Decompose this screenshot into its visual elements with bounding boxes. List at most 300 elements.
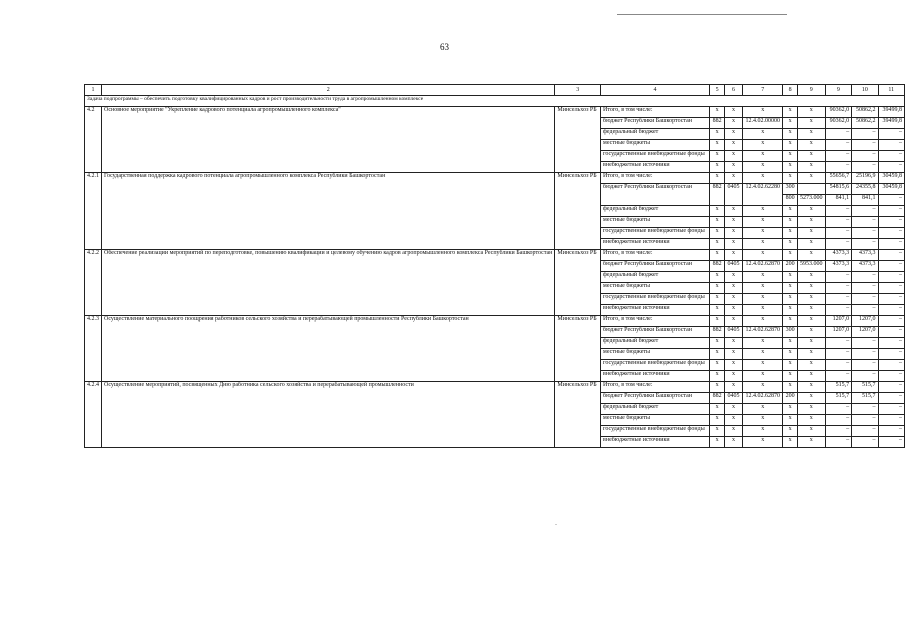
funding-source: Итого, в том числе:: [601, 173, 710, 184]
grbs-code: x: [710, 360, 725, 371]
funding-source: внебюджетные источники: [601, 239, 710, 250]
grbs-code: x: [710, 151, 725, 162]
amount-year-2: –: [878, 327, 904, 338]
total-amount: –: [825, 217, 851, 228]
total-amount: –: [825, 239, 851, 250]
header-cell: 10: [852, 85, 878, 96]
total-amount: –: [825, 437, 851, 448]
section-code: x: [725, 283, 743, 294]
amount-year-1: –: [852, 404, 878, 415]
amount-year-2: –: [878, 239, 904, 250]
amount-year-2: –: [878, 349, 904, 360]
item-name: Осуществление мероприятий, посвященных Дню работника сельского хозяйства и перерабатывающей промышленности: [102, 382, 555, 448]
kosgu-code: x: [797, 140, 825, 151]
amount-year-1: 24355,8: [852, 184, 878, 195]
funding-source: федеральный бюджет: [601, 404, 710, 415]
section-code: x: [725, 140, 743, 151]
amount-year-2: –: [878, 426, 904, 437]
section-code: x: [725, 250, 743, 261]
grbs-code: x: [710, 415, 725, 426]
total-amount: –: [825, 162, 851, 173]
section-code: x: [725, 360, 743, 371]
section-code: x: [725, 338, 743, 349]
funding-source: федеральный бюджет: [601, 129, 710, 140]
target-article: x: [742, 437, 782, 448]
task-text: Задача подпрограммы – обеспечить подготовку квалифицированных кадров и рост производительности труда в агропромышленном комплексе: [85, 96, 905, 107]
funding-source: Итого, в том числе:: [601, 250, 710, 261]
budget-table: [84, 84, 905, 448]
item-executor: Минсельхоз РБ: [555, 250, 601, 316]
amount-year-1: –: [852, 217, 878, 228]
header-cell: 1: [85, 85, 102, 96]
total-amount: –: [825, 228, 851, 239]
amount-year-1: –: [852, 338, 878, 349]
section-code: x: [725, 151, 743, 162]
expense-type: x: [783, 107, 797, 118]
kosgu-code: x: [797, 371, 825, 382]
kosgu-code: x: [797, 426, 825, 437]
section-code: 0405: [725, 261, 743, 272]
expense-type: x: [783, 283, 797, 294]
amount-year-1: –: [852, 415, 878, 426]
header-cell: 8: [783, 85, 797, 96]
amount-year-2: –: [878, 162, 904, 173]
amount-year-1: –: [852, 360, 878, 371]
kosgu-code: x: [797, 360, 825, 371]
total-amount: –: [825, 338, 851, 349]
amount-year-2: –: [878, 415, 904, 426]
amount-year-2: –: [878, 294, 904, 305]
kosgu-code: x: [797, 316, 825, 327]
funding-source: бюджет Республики Башкортостан: [601, 393, 710, 404]
total-amount: 4373,3: [825, 261, 851, 272]
amount-year-2: –: [878, 195, 904, 206]
amount-year-2: –: [878, 382, 904, 393]
amount-year-1: –: [852, 349, 878, 360]
grbs-code: x: [710, 250, 725, 261]
header-row: [85, 85, 905, 96]
expense-type: 300: [783, 327, 797, 338]
total-amount: 515,7: [825, 393, 851, 404]
funding-source: Итого, в том числе:: [601, 382, 710, 393]
target-article: x: [742, 404, 782, 415]
kosgu-code: x: [797, 437, 825, 448]
amount-year-1: –: [852, 426, 878, 437]
grbs-code: x: [710, 228, 725, 239]
header-cell: 2: [102, 85, 555, 96]
amount-year-1: 1207,0: [852, 316, 878, 327]
amount-year-2: 30459,8: [878, 173, 904, 184]
amount-year-1: –: [852, 162, 878, 173]
grbs-code: 882: [710, 327, 725, 338]
kosgu-code: x: [797, 393, 825, 404]
total-amount: –: [825, 272, 851, 283]
kosgu-code: x: [797, 239, 825, 250]
total-amount: –: [825, 404, 851, 415]
grbs-code: x: [710, 294, 725, 305]
header-cell: 9: [797, 85, 825, 96]
amount-year-2: –: [878, 151, 904, 162]
table-row: [85, 107, 905, 118]
grbs-code: x: [710, 305, 725, 316]
total-amount: –: [825, 151, 851, 162]
kosgu-code: 5953.000: [797, 261, 825, 272]
kosgu-code: x: [797, 173, 825, 184]
amount-year-2: –: [878, 404, 904, 415]
grbs-code: x: [710, 272, 725, 283]
kosgu-code: x: [797, 294, 825, 305]
kosgu-code: x: [797, 206, 825, 217]
expense-type: x: [783, 360, 797, 371]
target-article: x: [742, 349, 782, 360]
kosgu-code: x: [797, 338, 825, 349]
amount-year-1: –: [852, 228, 878, 239]
section-code: x: [725, 349, 743, 360]
grbs-code: x: [710, 426, 725, 437]
target-article: x: [742, 173, 782, 184]
table-row: [85, 250, 905, 261]
kosgu-code: x: [797, 382, 825, 393]
total-amount: 1207,0: [825, 316, 851, 327]
total-amount: –: [825, 206, 851, 217]
total-amount: 1207,0: [825, 327, 851, 338]
section-code: x: [725, 426, 743, 437]
section-code: x: [725, 217, 743, 228]
funding-source: Итого, в том числе:: [601, 316, 710, 327]
expense-type: x: [783, 382, 797, 393]
item-name: Обеспечение реализации мероприятий по переподготовке, повышению квалификации и целевому обучению кадров агропромышленного комплекса Республики Башкортостан: [102, 250, 555, 316]
section-code: x: [725, 404, 743, 415]
section-code: x: [725, 415, 743, 426]
grbs-code: x: [710, 404, 725, 415]
total-amount: 54815,6: [825, 184, 851, 195]
total-amount: 4373,3: [825, 250, 851, 261]
section-code: x: [725, 437, 743, 448]
target-article: 12.4.02.62870: [742, 327, 782, 338]
target-article: x: [742, 426, 782, 437]
kosgu-code: x: [797, 404, 825, 415]
amount-year-1: –: [852, 371, 878, 382]
funding-source: внебюджетные источники: [601, 305, 710, 316]
kosgu-code: x: [797, 162, 825, 173]
amount-year-1: –: [852, 283, 878, 294]
section-code: x: [725, 272, 743, 283]
grbs-code: x: [710, 382, 725, 393]
expense-type: x: [783, 349, 797, 360]
expense-type: x: [783, 162, 797, 173]
header-cell: 6: [725, 85, 743, 96]
grbs-code: x: [710, 107, 725, 118]
expense-type: x: [783, 250, 797, 261]
target-article: x: [742, 228, 782, 239]
item-number: 4.2.3: [85, 316, 102, 382]
expense-type: x: [783, 151, 797, 162]
kosgu-code: x: [797, 349, 825, 360]
target-article: x: [742, 107, 782, 118]
kosgu-code: x: [797, 283, 825, 294]
funding-source: государственные внебюджетные фонды: [601, 294, 710, 305]
table-row: [85, 173, 905, 184]
section-code: x: [725, 162, 743, 173]
header-cell: 7: [742, 85, 782, 96]
section-code: x: [725, 316, 743, 327]
total-amount: –: [825, 371, 851, 382]
section-code: x: [725, 382, 743, 393]
target-article: x: [742, 360, 782, 371]
amount-year-1: –: [852, 305, 878, 316]
expense-type: 200: [783, 261, 797, 272]
kosgu-code: x: [797, 250, 825, 261]
expense-type: x: [783, 228, 797, 239]
target-article: x: [742, 239, 782, 250]
kosgu-code: x: [797, 327, 825, 338]
target-article: 12.4.02.62280: [742, 184, 782, 206]
item-executor: Минсельхоз РБ: [555, 316, 601, 382]
expense-type: x: [783, 140, 797, 151]
expense-type: x: [783, 316, 797, 327]
header-cell: 11: [878, 85, 904, 96]
target-article: 12.4.02.00000: [742, 118, 782, 129]
amount-year-1: 515,7: [852, 382, 878, 393]
total-amount: –: [825, 283, 851, 294]
section-code: 0405: [725, 327, 743, 338]
amount-year-2: –: [878, 217, 904, 228]
kosgu-code: x: [797, 151, 825, 162]
amount-year-1: 4373,3: [852, 250, 878, 261]
amount-year-1: –: [852, 140, 878, 151]
total-amount: –: [825, 294, 851, 305]
grbs-code: x: [710, 239, 725, 250]
amount-year-1: –: [852, 206, 878, 217]
amount-year-2: –: [878, 338, 904, 349]
header-cell: 5: [710, 85, 725, 96]
grbs-code: x: [710, 371, 725, 382]
expense-type: x: [783, 426, 797, 437]
expense-type: x: [783, 404, 797, 415]
grbs-code: x: [710, 437, 725, 448]
kosgu-code: x: [797, 305, 825, 316]
target-article: x: [742, 415, 782, 426]
target-article: x: [742, 250, 782, 261]
amount-year-1: 50862,2: [852, 118, 878, 129]
grbs-code: x: [710, 129, 725, 140]
page-number: 63: [440, 42, 449, 52]
expense-type: x: [783, 239, 797, 250]
funding-source: внебюджетные источники: [601, 162, 710, 173]
funding-source: внебюджетные источники: [601, 371, 710, 382]
section-code: x: [725, 294, 743, 305]
funding-source: местные бюджеты: [601, 415, 710, 426]
amount-year-2: 30459,8: [878, 184, 904, 195]
amount-year-1: –: [852, 151, 878, 162]
funding-source: местные бюджеты: [601, 349, 710, 360]
expense-type: 300: [783, 184, 797, 195]
item-number: 4.2.1: [85, 173, 102, 250]
amount-year-2: 39499,8: [878, 118, 904, 129]
section-code: x: [725, 206, 743, 217]
expense-type: x: [783, 272, 797, 283]
funding-source: федеральный бюджет: [601, 338, 710, 349]
funding-source: бюджет Республики Башкортостан: [601, 184, 710, 206]
grbs-code: 882: [710, 118, 725, 129]
grbs-code: x: [710, 206, 725, 217]
funding-source: бюджет Республики Башкортостан: [601, 327, 710, 338]
amount-year-2: –: [878, 250, 904, 261]
section-code: x: [725, 228, 743, 239]
funding-source: государственные внебюджетные фонды: [601, 228, 710, 239]
total-amount: –: [825, 426, 851, 437]
funding-source: бюджет Республики Башкортостан: [601, 118, 710, 129]
item-executor: Минсельхоз РБ: [555, 173, 601, 250]
funding-source: местные бюджеты: [601, 140, 710, 151]
kosgu-code: x: [797, 415, 825, 426]
funding-source: федеральный бюджет: [601, 272, 710, 283]
total-amount: –: [825, 360, 851, 371]
section-code: x: [725, 239, 743, 250]
grbs-code: x: [710, 173, 725, 184]
section-code: x: [725, 107, 743, 118]
expense-type: 800: [783, 195, 797, 206]
top-rule: [617, 14, 787, 15]
target-article: x: [742, 129, 782, 140]
total-amount: 841,1: [825, 195, 851, 206]
kosgu-code: [797, 184, 825, 195]
target-article: 12.4.02.62870: [742, 393, 782, 404]
amount-year-1: 841,1: [852, 195, 878, 206]
funding-source: государственные внебюджетные фонды: [601, 426, 710, 437]
expense-type: x: [783, 118, 797, 129]
expense-type: x: [783, 206, 797, 217]
item-executor: Минсельхоз РБ: [555, 107, 601, 173]
grbs-code: x: [710, 162, 725, 173]
section-code: x: [725, 173, 743, 184]
scan-mark: -: [555, 522, 557, 528]
amount-year-2: –: [878, 360, 904, 371]
grbs-code: 882: [710, 261, 725, 272]
grbs-code: x: [710, 338, 725, 349]
item-number: 4.2.4: [85, 382, 102, 448]
funding-source: местные бюджеты: [601, 283, 710, 294]
amount-year-1: 515,7: [852, 393, 878, 404]
section-code: x: [725, 118, 743, 129]
kosgu-code: x: [797, 118, 825, 129]
amount-year-2: 39499,8: [878, 107, 904, 118]
target-article: x: [742, 382, 782, 393]
expense-type: x: [783, 173, 797, 184]
amount-year-2: –: [878, 228, 904, 239]
expense-type: x: [783, 129, 797, 140]
grbs-code: x: [710, 217, 725, 228]
section-code: 0405: [725, 184, 743, 206]
target-article: x: [742, 316, 782, 327]
section-code: x: [725, 371, 743, 382]
header-cell: 3: [555, 85, 601, 96]
grbs-code: x: [710, 349, 725, 360]
expense-type: x: [783, 437, 797, 448]
grbs-code: x: [710, 283, 725, 294]
total-amount: –: [825, 305, 851, 316]
total-amount: 90362,0: [825, 118, 851, 129]
target-article: 12.4.02.62870: [742, 261, 782, 272]
grbs-code: 882: [710, 393, 725, 404]
total-amount: 515,7: [825, 382, 851, 393]
expense-type: x: [783, 217, 797, 228]
funding-source: федеральный бюджет: [601, 206, 710, 217]
target-article: x: [742, 305, 782, 316]
item-name: Осуществление материального поощрения работников сельского хозяйства и перерабатывающей промышленности Республики Башкортостан: [102, 316, 555, 382]
table-row: [85, 382, 905, 393]
amount-year-1: –: [852, 437, 878, 448]
total-amount: 90362,0: [825, 107, 851, 118]
target-article: x: [742, 206, 782, 217]
item-name: Основное мероприятие "Укрепление кадрового потенциала агропромышленного комплекса": [102, 107, 555, 173]
expense-type: x: [783, 338, 797, 349]
header-cell: 4: [601, 85, 710, 96]
target-article: x: [742, 217, 782, 228]
target-article: x: [742, 140, 782, 151]
total-amount: –: [825, 140, 851, 151]
target-article: x: [742, 371, 782, 382]
amount-year-1: 50862,2: [852, 107, 878, 118]
expense-type: x: [783, 305, 797, 316]
target-article: x: [742, 338, 782, 349]
total-amount: –: [825, 415, 851, 426]
section-code: 0405: [725, 393, 743, 404]
total-amount: –: [825, 349, 851, 360]
amount-year-2: –: [878, 129, 904, 140]
item-number: 4.2.2: [85, 250, 102, 316]
expense-type: x: [783, 415, 797, 426]
funding-source: Итого, в том числе:: [601, 107, 710, 118]
kosgu-code: x: [797, 217, 825, 228]
kosgu-code: x: [797, 107, 825, 118]
total-amount: 55656,7: [825, 173, 851, 184]
amount-year-2: –: [878, 305, 904, 316]
amount-year-2: –: [878, 393, 904, 404]
amount-year-1: –: [852, 272, 878, 283]
total-amount: –: [825, 129, 851, 140]
expense-type: x: [783, 371, 797, 382]
amount-year-2: –: [878, 371, 904, 382]
funding-source: бюджет Республики Башкортостан: [601, 261, 710, 272]
amount-year-1: 1207,0: [852, 327, 878, 338]
section-code: x: [725, 305, 743, 316]
grbs-code: x: [710, 316, 725, 327]
funding-source: государственные внебюджетные фонды: [601, 151, 710, 162]
funding-source: государственные внебюджетные фонды: [601, 360, 710, 371]
target-article: x: [742, 294, 782, 305]
section-code: x: [725, 129, 743, 140]
amount-year-2: –: [878, 283, 904, 294]
target-article: x: [742, 283, 782, 294]
amount-year-1: –: [852, 239, 878, 250]
table-row: [85, 316, 905, 327]
kosgu-code: x: [797, 228, 825, 239]
kosgu-code: x: [797, 129, 825, 140]
item-name: Государственная поддержка кадрового потенциала агропромышленного комплекса Республики Башкортостан: [102, 173, 555, 250]
target-article: x: [742, 151, 782, 162]
expense-type: 200: [783, 393, 797, 404]
kosgu-code: 5273.000: [797, 195, 825, 206]
kosgu-code: x: [797, 272, 825, 283]
item-number: 4.2: [85, 107, 102, 173]
item-executor: Минсельхоз РБ: [555, 382, 601, 448]
amount-year-2: –: [878, 206, 904, 217]
funding-source: местные бюджеты: [601, 217, 710, 228]
amount-year-1: –: [852, 129, 878, 140]
grbs-code: 882: [710, 184, 725, 206]
funding-source: внебюджетные источники: [601, 437, 710, 448]
